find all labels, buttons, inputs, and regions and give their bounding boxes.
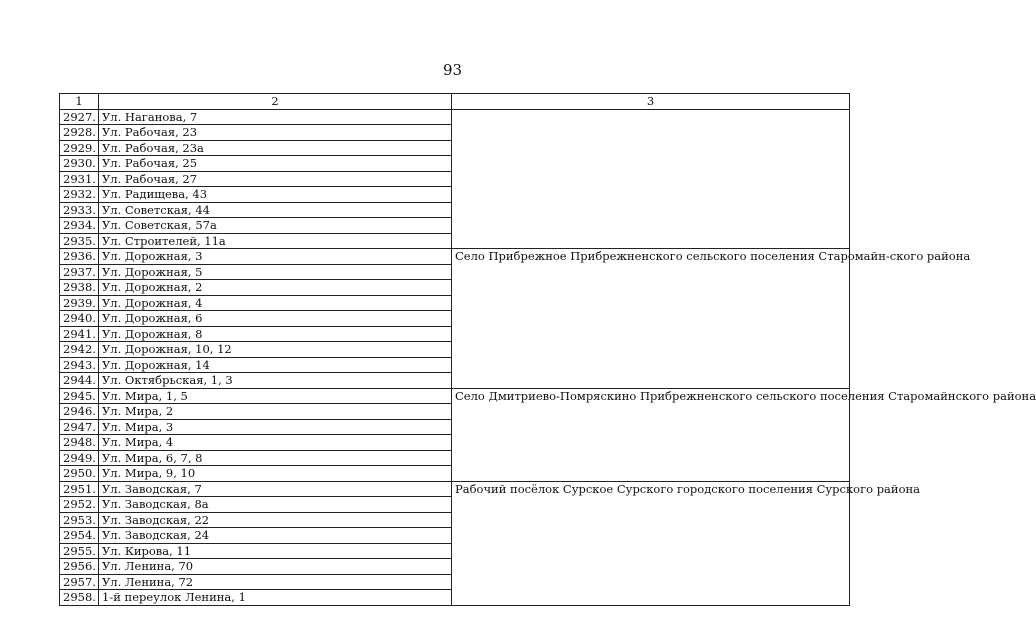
table-row bbox=[60, 109, 850, 125]
row-number: 2958. bbox=[60, 590, 99, 606]
row-number: 2945. bbox=[60, 388, 99, 404]
address-cell: Ул. Октябрьская, 1, 3 bbox=[99, 373, 452, 389]
column-header-2: 2 bbox=[99, 94, 452, 110]
row-number: 2930. bbox=[60, 156, 99, 172]
row-number: 2952. bbox=[60, 497, 99, 513]
row-number: 2936. bbox=[60, 249, 99, 265]
address-cell: Ул. Мира, 3 bbox=[99, 419, 452, 435]
table-row bbox=[60, 249, 850, 265]
row-number: 2955. bbox=[60, 543, 99, 559]
address-cell: Ул. Советская, 44 bbox=[99, 202, 452, 218]
address-cell: Ул. Дорожная, 3 bbox=[99, 249, 452, 265]
row-number: 2934. bbox=[60, 218, 99, 234]
row-number: 2941. bbox=[60, 326, 99, 342]
address-cell: Ул. Рабочая, 23а bbox=[99, 140, 452, 156]
row-number: 2946. bbox=[60, 404, 99, 420]
row-number: 2935. bbox=[60, 233, 99, 249]
row-number: 2937. bbox=[60, 264, 99, 280]
row-number: 2957. bbox=[60, 574, 99, 590]
location-cell: Село Прибрежное Прибрежненского сельского поселения Старомайн-ского района bbox=[452, 249, 850, 389]
address-cell: 1-й переулок Ленина, 1 bbox=[99, 590, 452, 606]
address-cell: Ул. Мира, 9, 10 bbox=[99, 466, 452, 482]
location-cell: Рабочий посёлок Сурское Сурского городского поселения Сурского района bbox=[452, 481, 850, 605]
address-cell: Ул. Кирова, 11 bbox=[99, 543, 452, 559]
address-cell: Ул. Советская, 57а bbox=[99, 218, 452, 234]
address-cell: Ул. Дорожная, 4 bbox=[99, 295, 452, 311]
column-header-1: 1 bbox=[60, 94, 99, 110]
row-number: 2951. bbox=[60, 481, 99, 497]
address-table bbox=[59, 93, 1036, 606]
row-number: 2939. bbox=[60, 295, 99, 311]
address-cell: Ул. Мира, 4 bbox=[99, 435, 452, 451]
row-number: 2943. bbox=[60, 357, 99, 373]
address-cell: Ул. Заводская, 24 bbox=[99, 528, 452, 544]
row-number: 2933. bbox=[60, 202, 99, 218]
row-number: 2942. bbox=[60, 342, 99, 358]
address-cell: Ул. Строителей, 11а bbox=[99, 233, 452, 249]
address-cell: Ул. Дорожная, 8 bbox=[99, 326, 452, 342]
address-cell: Ул. Дорожная, 6 bbox=[99, 311, 452, 327]
address-cell: Ул. Дорожная, 2 bbox=[99, 280, 452, 296]
row-number: 2950. bbox=[60, 466, 99, 482]
page-number: 93 bbox=[442, 61, 463, 79]
table-row bbox=[60, 388, 850, 404]
column-header-3: 3 bbox=[452, 94, 850, 110]
row-number: 2928. bbox=[60, 125, 99, 141]
table-body bbox=[60, 109, 1036, 605]
row-number: 2947. bbox=[60, 419, 99, 435]
address-cell: Ул. Мира, 6, 7, 8 bbox=[99, 450, 452, 466]
row-number: 2956. bbox=[60, 559, 99, 575]
header-row bbox=[60, 94, 850, 110]
row-number: 2932. bbox=[60, 187, 99, 203]
location-cell bbox=[452, 109, 850, 249]
address-cell: Ул. Рабочая, 23 bbox=[99, 125, 452, 141]
address-cell: Ул. Радищева, 43 bbox=[99, 187, 452, 203]
row-number: 2927. bbox=[60, 109, 99, 125]
address-cell: Ул. Заводская, 8а bbox=[99, 497, 452, 513]
address-cell: Ул. Мира, 2 bbox=[99, 404, 452, 420]
address-cell: Ул. Ленина, 72 bbox=[99, 574, 452, 590]
address-cell: Ул. Заводская, 22 bbox=[99, 512, 452, 528]
address-cell: Ул. Рабочая, 27 bbox=[99, 171, 452, 187]
row-number: 2929. bbox=[60, 140, 99, 156]
address-cell: Ул. Дорожная, 5 bbox=[99, 264, 452, 280]
row-number: 2948. bbox=[60, 435, 99, 451]
row-number: 2940. bbox=[60, 311, 99, 327]
address-cell: Ул. Дорожная, 10, 12 bbox=[99, 342, 452, 358]
row-number: 2938. bbox=[60, 280, 99, 296]
address-cell: Ул. Заводская, 7 bbox=[99, 481, 452, 497]
address-cell: Ул. Дорожная, 14 bbox=[99, 357, 452, 373]
row-number: 2931. bbox=[60, 171, 99, 187]
address-cell: Ул. Рабочая, 25 bbox=[99, 156, 452, 172]
address-cell: Ул. Мира, 1, 5 bbox=[99, 388, 452, 404]
row-number: 2944. bbox=[60, 373, 99, 389]
location-cell: Село Дмитриево-Помряскино Прибрежненского сельского поселения Старомайнского района bbox=[452, 388, 850, 481]
table-row bbox=[60, 481, 850, 497]
row-number: 2954. bbox=[60, 528, 99, 544]
address-cell: Ул. Ленина, 70 bbox=[99, 559, 452, 575]
row-number: 2949. bbox=[60, 450, 99, 466]
row-number: 2953. bbox=[60, 512, 99, 528]
address-cell: Ул. Наганова, 7 bbox=[99, 109, 452, 125]
